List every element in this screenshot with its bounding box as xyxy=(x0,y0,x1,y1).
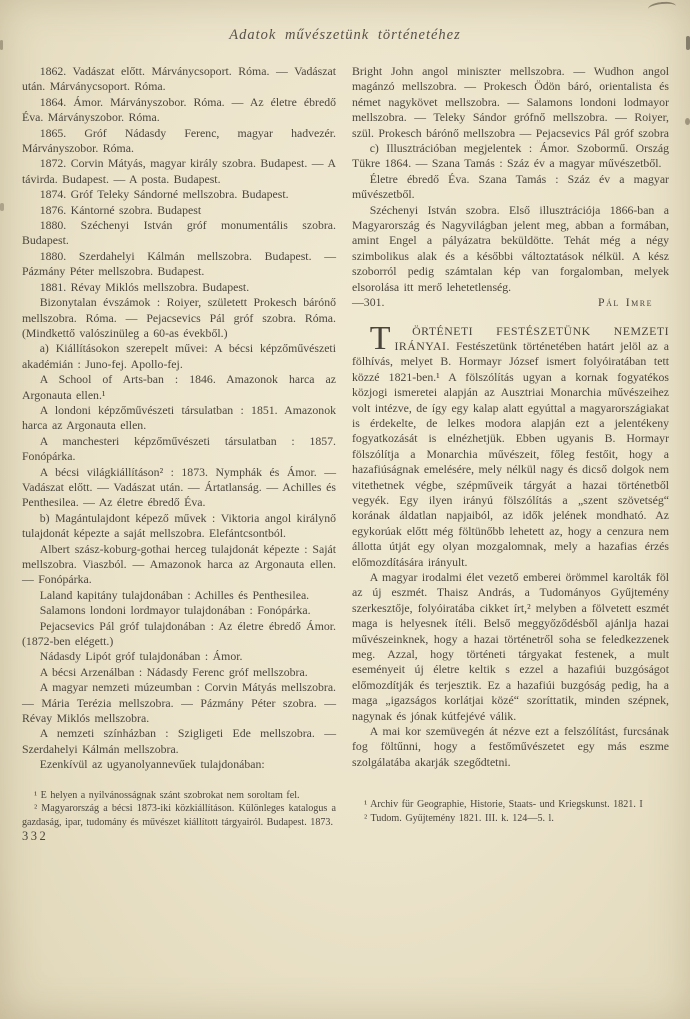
article-paragraph: A mai kor szemüvegén át nézve ezt a felszólítást, furcsának fog föltűnni, hogy a festőművészetet egy más eszme szolgálatába akarják szegődtetni. xyxy=(352,724,669,769)
scan-artifact xyxy=(648,1,677,15)
catalog-entry: 1881. Révay Miklós mellszobra. Budapest. xyxy=(39,279,250,294)
article-title: ÖRTÉNETI FESTÉSZETÜNK NEMZETI IRÁNYAI. xyxy=(394,323,669,353)
article-opening-paragraph xyxy=(352,319,670,571)
catalog-entry: 1865. Gróf Nádasdy Ferenc, magyar hadvezér. Márványszobor. Róma. xyxy=(22,125,336,156)
footnote: ² Magyarország a bécsi 1873-iki közkiállításon. Különleges katalogus a gazdaság, ipar, tudomány és művészet kiállított tárgyairól. Budapest. 1873. xyxy=(22,803,336,828)
catalog-entry: Széchenyi István szobra. Első illusztrációja 1866-ban a Magyarország és Nagyvilágban jelent meg, abban a formában, amint Engel a pályázatra beküldötte. Tehát még a négy szimbolikus alak és a későbbi változtatások nélkül. A kész szoborról pedig számtalan kép van forgalomban, melyek elsorolása itt merő lehetetlenség. xyxy=(352,202,669,294)
catalog-entry: Nádasdy Lipót gróf tulajdonában : Ámor. xyxy=(39,649,243,664)
scan-artifact xyxy=(0,203,4,211)
scan-artifact xyxy=(685,118,690,125)
right-column xyxy=(352,64,669,994)
catalog-entry: A bécsi Arzenálban : Nádasdy Ferenc gróf mellszobra. xyxy=(39,664,308,679)
catalog-entry: b) Magántulajdont képező művek : Viktoria angol királynő tulajdonát képezte a saját mellszobra. Elefántcsontból. xyxy=(22,510,336,541)
drop-cap: T xyxy=(369,319,391,357)
catalog-entry: Bright John angol miniszter mellszobra. — Wudhon angol magánzó mellszobra. — Prokesch Ödön báró, orientalista és német nagykövet mellszobra. — Salamons londoni lodmayor mellszobra. — Teleky Sándor grófnő mellszobra. — Roiyer, szül. Prokesch bárónő mellszobra — Pejacsevics Pál gróf szobra xyxy=(352,64,669,140)
catalog-entry: 1874. Gróf Teleky Sándorné mellszobra. Budapest. xyxy=(39,187,289,202)
right-footnotes xyxy=(352,798,669,825)
catalog-entry: Bizonytalan évszámok : Roiyer, született Prokesch bárónő mellszobra. Róma. — Pejacsevics Pál gróf szobra. Róma. (Mindkettő valószinüleg a 60-as évekből.) xyxy=(22,295,336,340)
signature-line xyxy=(352,295,669,310)
catalog-entry: 1876. Kántorné szobra. Budapest xyxy=(39,202,202,217)
catalog-entry: Laland kapitány tulajdonában : Achilles és Penthesilea. xyxy=(39,587,310,602)
catalog-entry: c) Illusztrációban megjelentek : Ámor. Szobormű. Ország Tükre 1864. — Szana Tamás : Száz év a magyar művészetből. xyxy=(352,141,669,171)
article-text: Festészetünk történetében határt jelöl az a fölhívás, melyet B. Hormayr József ismert folyóiratában tett közzé 1821-ben.¹ A fölszólítás ugyan a kornak fogyatékos közjogi ismeretei alapján az Ausztriai Monarchia művészeihez volt intézve, de így egy kalap alatt egyúttal a magyarországiakat is érdekelte, de lelkes modora alapján ezt a jelentékeny fogyatkozását is elnézhetjük. Ebben ugyanis B. Hormayr fölszólítja a Monarchia művészeit, főleg festőit, hogy a hazafiúságnak emelésére, mely nélkül nagy és dicső dolgok nem vitethetnek végbe, szépműveik tárgyát a hazai történetből vegyék. Egy ilyen irányú fölszólítás a „szent szövetség“ korának áldatlan napjaiból, az idők jelének mondható. Az egykorúak előtt még föltünőbb lehetett az, hogy a cenzura nem állotta útját egy olyan mozgalomnak, mely a hazafias érzés előmozdítására irányult. xyxy=(352,338,670,569)
article-paragraph: A magyar irodalmi élet vezető emberei örömmel karolták föl az új eszmét. Thaisz András, a Tudományos Gyűjtemény szerkesztője, folyóiratába cikket írt,² melyben a fölvetett eszmét maga is helyesnek ítéli. Belső meggyőződésből ajánlja hazai művészeinknek, hogy a hazai történetről soha se feledkezzenek meg. Azzal, hogy történeti tárgyakat festenek, a mult eseményeit új életre keltik s ezzel a hazafiúi buzgóságot előmozdítják és terjesztik. Ez a hazafiúi buzgóság pedig, ha a maga „igazságos korlátjai közé“ szoríttatik, minden szépnek, nagynak és jónak kútfejévé válik. xyxy=(352,570,669,723)
catalog-entry: A magyar nemzeti múzeumban : Corvin Mátyás mellszobra. — Mária Terézia mellszobra. — Pázmány Péter szobra. — Révay Miklós mellszobra. xyxy=(22,680,336,726)
catalog-entry: 1872. Corvin Mátyás, magyar király szobra. Budapest. — A távirda. Budapest. — A posta. Budapest. xyxy=(22,156,336,186)
catalog-entry: 1880. Széchenyi István gróf monumentális szobra. Budapest. xyxy=(22,218,336,248)
catalog-entry: 1880. Szerdahelyi Kálmán mellszobra. Budapest. — Pázmány Péter mellszobra. Budapest. xyxy=(22,248,336,279)
page-number: 332 xyxy=(22,828,49,843)
author-signature: Pál Imre xyxy=(598,295,653,310)
catalog-entry: Albert szász-koburg-gothai herceg tulajdonát képezte : Saját mellszobra. Viaszból. — Amazonok harca az Argonauta ellen. — Fonópárka. xyxy=(22,541,336,587)
catalog-entry: A School of Arts-ban : 1846. Amazonok harca az Argonauta ellen.¹ xyxy=(22,372,336,402)
catalog-entry: A nemzeti színházban : Szigligeti Ede mellszobra. — Szerdahelyi Kálmán mellszobra. xyxy=(22,726,336,756)
running-head: Adatok művészetünk történetéhez xyxy=(229,27,461,43)
catalog-entry: A manchesteri képzőművészeti társulatban : 1857. Fonópárka. xyxy=(22,433,336,464)
catalog-entry: A londoni képzőművészeti társulatban : 1851. Amazonok harca az Argonauta ellen. xyxy=(22,402,336,433)
left-column xyxy=(22,64,336,994)
catalog-range-number: —301. xyxy=(352,295,385,310)
catalog-entry: Életre ébredő Éva. Szana Tamás : Száz év a magyar művészetből. xyxy=(352,171,669,202)
catalog-entry: Salamons londoni lordmayor tulajdonában : Fonópárka. xyxy=(39,603,311,618)
catalog-entry: 1862. Vadászat előtt. Márványcsoport. Róma. — Vadászat után. Márványcsoport. Róma. xyxy=(22,64,336,94)
footnote: ¹ Archiv für Geographie, Historie, Staats- und Kriegskunst. 1821. I xyxy=(364,799,643,811)
catalog-entry: A bécsi világkiállításon² : 1873. Nymphák és Ámor. — Vadászat előtt. — Vadászat után. — Ártatlanság. — Achilles és Penthesilea. — Az életre ébredő Éva. xyxy=(22,464,336,510)
catalog-entry: Pejacsevics Pál gróf tulajdonában : Az életre ébredő Ámor. (1872-ben elégett.) xyxy=(22,618,336,649)
footnote: ² Tudom. Gyűjtemény 1821. III. k. 124—5. l. xyxy=(364,812,554,824)
article-historical-painting xyxy=(352,319,670,771)
catalog-entry: 1864. Ámor. Márványszobor. Róma. — Az életre ébredő Éva. Márványszobor. Róma. xyxy=(22,94,336,125)
catalog-entry: a) Kiállításokon szerepelt művei: A bécsi képzőművészeti akadémián : Juno-fej. Apollo-fej. xyxy=(22,341,336,371)
catalog-entry: Ezenkívül az ugyanolyannevűek tulajdonában: xyxy=(39,757,265,772)
left-footnotes xyxy=(22,789,336,829)
footnote: ¹ E helyen a nyilvánosságnak szánt szobrokat nem soroltam fel. xyxy=(34,789,300,801)
